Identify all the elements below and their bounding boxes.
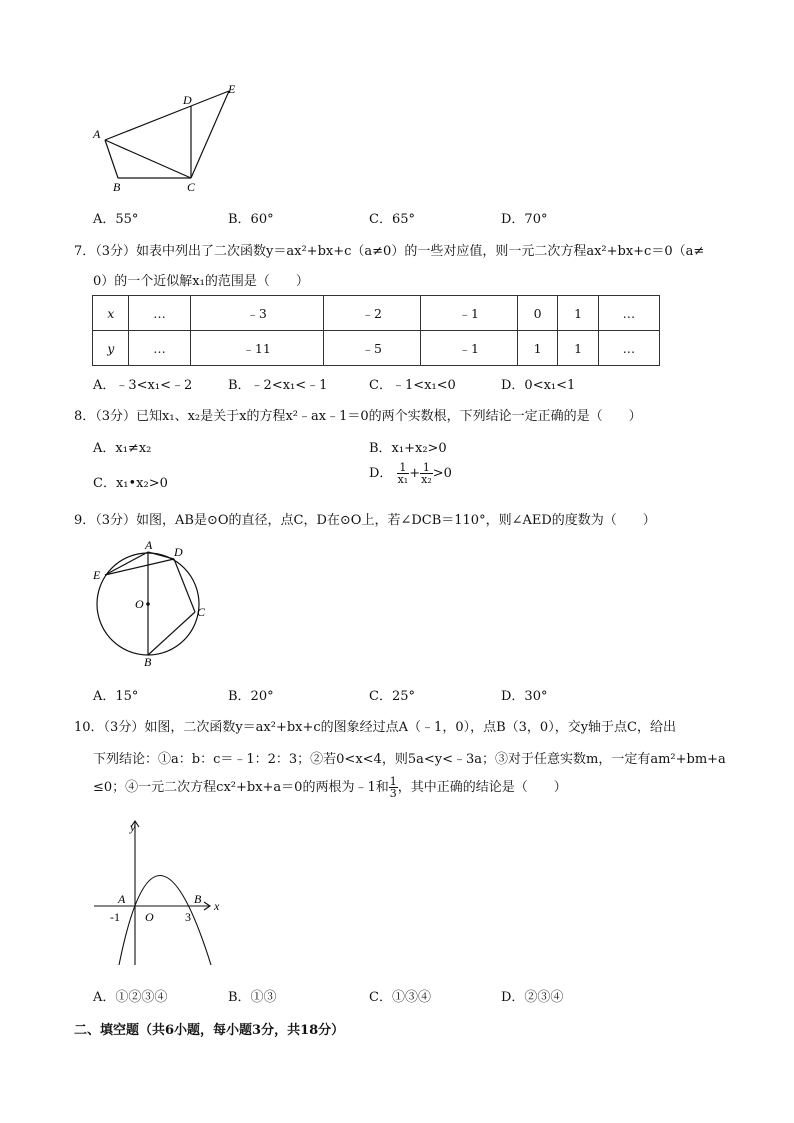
q6-option-c[interactable]: C．65° xyxy=(369,212,415,227)
table-row xyxy=(93,296,660,331)
q8-option-c[interactable]: C．x₁•x₂>0 xyxy=(93,476,168,491)
q6-option-d[interactable]: D．70° xyxy=(501,212,548,227)
table-cell: … xyxy=(598,331,659,366)
q10-stem-line1: 10．（3分）如图，二次函数y＝ax²+bx+c的图象经过点A（﹣1，0），点B（3，0），交y轴于点C，给出 xyxy=(74,720,676,735)
table-cell: y xyxy=(93,331,129,366)
fig10-label-b: B xyxy=(194,892,202,906)
q7-stem-line1: 7．（3分）如表中列出了二次函数y＝ax²+bx+c（a≠0）的一些对应值，则一元二次方程ax²+bx+c＝0（a≠ xyxy=(74,244,705,259)
table-cell: ﹣1 xyxy=(420,331,517,366)
table-cell: ﹣3 xyxy=(190,296,323,331)
fig9-label-e: E xyxy=(93,568,101,582)
q8-option-d-suffix: >0 xyxy=(432,466,452,481)
fraction-denominator: x₁ xyxy=(397,473,409,486)
q9-option-c[interactable]: C．25° xyxy=(369,689,415,704)
table-row xyxy=(93,331,660,366)
fig6-label-e: E xyxy=(228,82,236,96)
q8-option-d[interactable]: D． $\frac{1}{\text{x₁}}$ + $\frac{1}{\text{x₂}}$ >0 xyxy=(369,461,452,486)
q9-option-a[interactable]: A．15° xyxy=(93,689,139,704)
fig9-label-b: B xyxy=(144,655,152,669)
fig10-label-3: 3 xyxy=(185,910,191,924)
q7-stem-line2: 0）的一个近似解x₁的范围是（ ） xyxy=(93,274,309,289)
table-cell: ﹣1 xyxy=(420,296,517,331)
table-cell: 1 xyxy=(558,331,599,366)
fraction-denominator: x₂ xyxy=(421,473,432,486)
q6-figure xyxy=(85,78,255,198)
q10-line3-a: ≤0；④一元二次方程cx²+bx+a＝0的两根为﹣1和 xyxy=(93,780,389,795)
fig10-label-minus1: -1 xyxy=(110,910,120,924)
table-cell: … xyxy=(598,296,659,331)
table-cell: … xyxy=(129,331,190,366)
q6-option-b[interactable]: B．60° xyxy=(228,212,274,227)
fig9-label-c: C xyxy=(197,605,206,619)
fig10-label-o: O xyxy=(145,910,154,924)
q10-stem-line3 xyxy=(93,776,567,799)
fraction-numerator: 1 xyxy=(389,775,397,788)
q7-option-a[interactable]: A．﹣3<x₁<﹣2 xyxy=(93,378,193,393)
table-cell: 1 xyxy=(558,296,599,331)
table-cell: 1 xyxy=(517,331,558,366)
fraction xyxy=(420,462,433,485)
fig6-label-d: D xyxy=(183,93,192,107)
q8-option-b[interactable]: B．x₁+x₂>0 xyxy=(369,441,447,456)
fraction xyxy=(397,462,410,485)
q6-option-a[interactable]: A．55° xyxy=(93,212,139,227)
q7-option-c[interactable]: C．﹣1<x₁<0 xyxy=(369,378,456,393)
q10-figure xyxy=(90,815,235,970)
q10-option-b[interactable]: B．①③ xyxy=(228,990,277,1005)
q7-option-d[interactable]: D．0<x₁<1 xyxy=(501,378,576,393)
fig9-label-o: O xyxy=(135,597,144,611)
table-cell: ﹣5 xyxy=(323,331,420,366)
q10-option-d[interactable]: D．②③④ xyxy=(501,990,564,1005)
fraction-numerator: 1 xyxy=(420,462,433,474)
fig6-label-b: B xyxy=(113,180,121,194)
q10-stem-line2: 下列结论：①a：b：c＝﹣1：2：3；②若0<x<4，则5a<y<﹣3a；③对于任意实数m，一定有am²+bm+a xyxy=(93,752,726,767)
q7-option-b[interactable]: B．﹣2<x₁<﹣1 xyxy=(228,378,328,393)
q10-option-a[interactable]: A．①②③④ xyxy=(93,990,168,1005)
table-cell: … xyxy=(129,296,190,331)
fig9-label-a: A xyxy=(145,538,153,552)
q8-option-a[interactable]: A．x₁≠x₂ xyxy=(93,441,152,456)
fig9-label-d: D xyxy=(174,545,183,559)
fig6-label-c: C xyxy=(187,180,196,194)
q8-option-d-prefix: D． xyxy=(369,466,393,481)
fraction-denominator: 3 xyxy=(389,787,397,800)
q10-line3-b: ，其中正确的结论是（ ） xyxy=(397,780,567,795)
fraction xyxy=(389,776,398,799)
q9-option-d[interactable]: D．30° xyxy=(501,689,548,704)
fig10-label-a: A xyxy=(118,892,126,906)
section-2-heading: 二、填空题（共6小题，每小题3分，共18分） xyxy=(74,1023,345,1038)
q9-option-b[interactable]: B．20° xyxy=(228,689,274,704)
table-cell: ﹣11 xyxy=(190,331,323,366)
q10-option-c[interactable]: C．①③④ xyxy=(369,990,431,1005)
q8-stem: 8．（3分）已知x₁、x₂是关于x的方程x²﹣ax﹣1＝0的两个实数根，下列结论一定正确的是（ ） xyxy=(74,409,642,424)
fig6-label-a: A xyxy=(93,127,101,141)
q9-figure xyxy=(85,535,225,670)
fraction-numerator: 1 xyxy=(397,462,410,474)
table-cell: x xyxy=(93,296,129,331)
q9-stem: 9．（3分）如图，AB是⊙O的直径，点C，D在⊙O上，若∠DCB＝110°，则∠AED的度数为（ ） xyxy=(74,513,656,528)
fig10-label-x: x xyxy=(214,899,220,913)
q7-value-table xyxy=(92,295,660,366)
table-cell: ﹣2 xyxy=(323,296,420,331)
fig10-label-y: y xyxy=(130,820,136,834)
table-cell: 0 xyxy=(517,296,558,331)
